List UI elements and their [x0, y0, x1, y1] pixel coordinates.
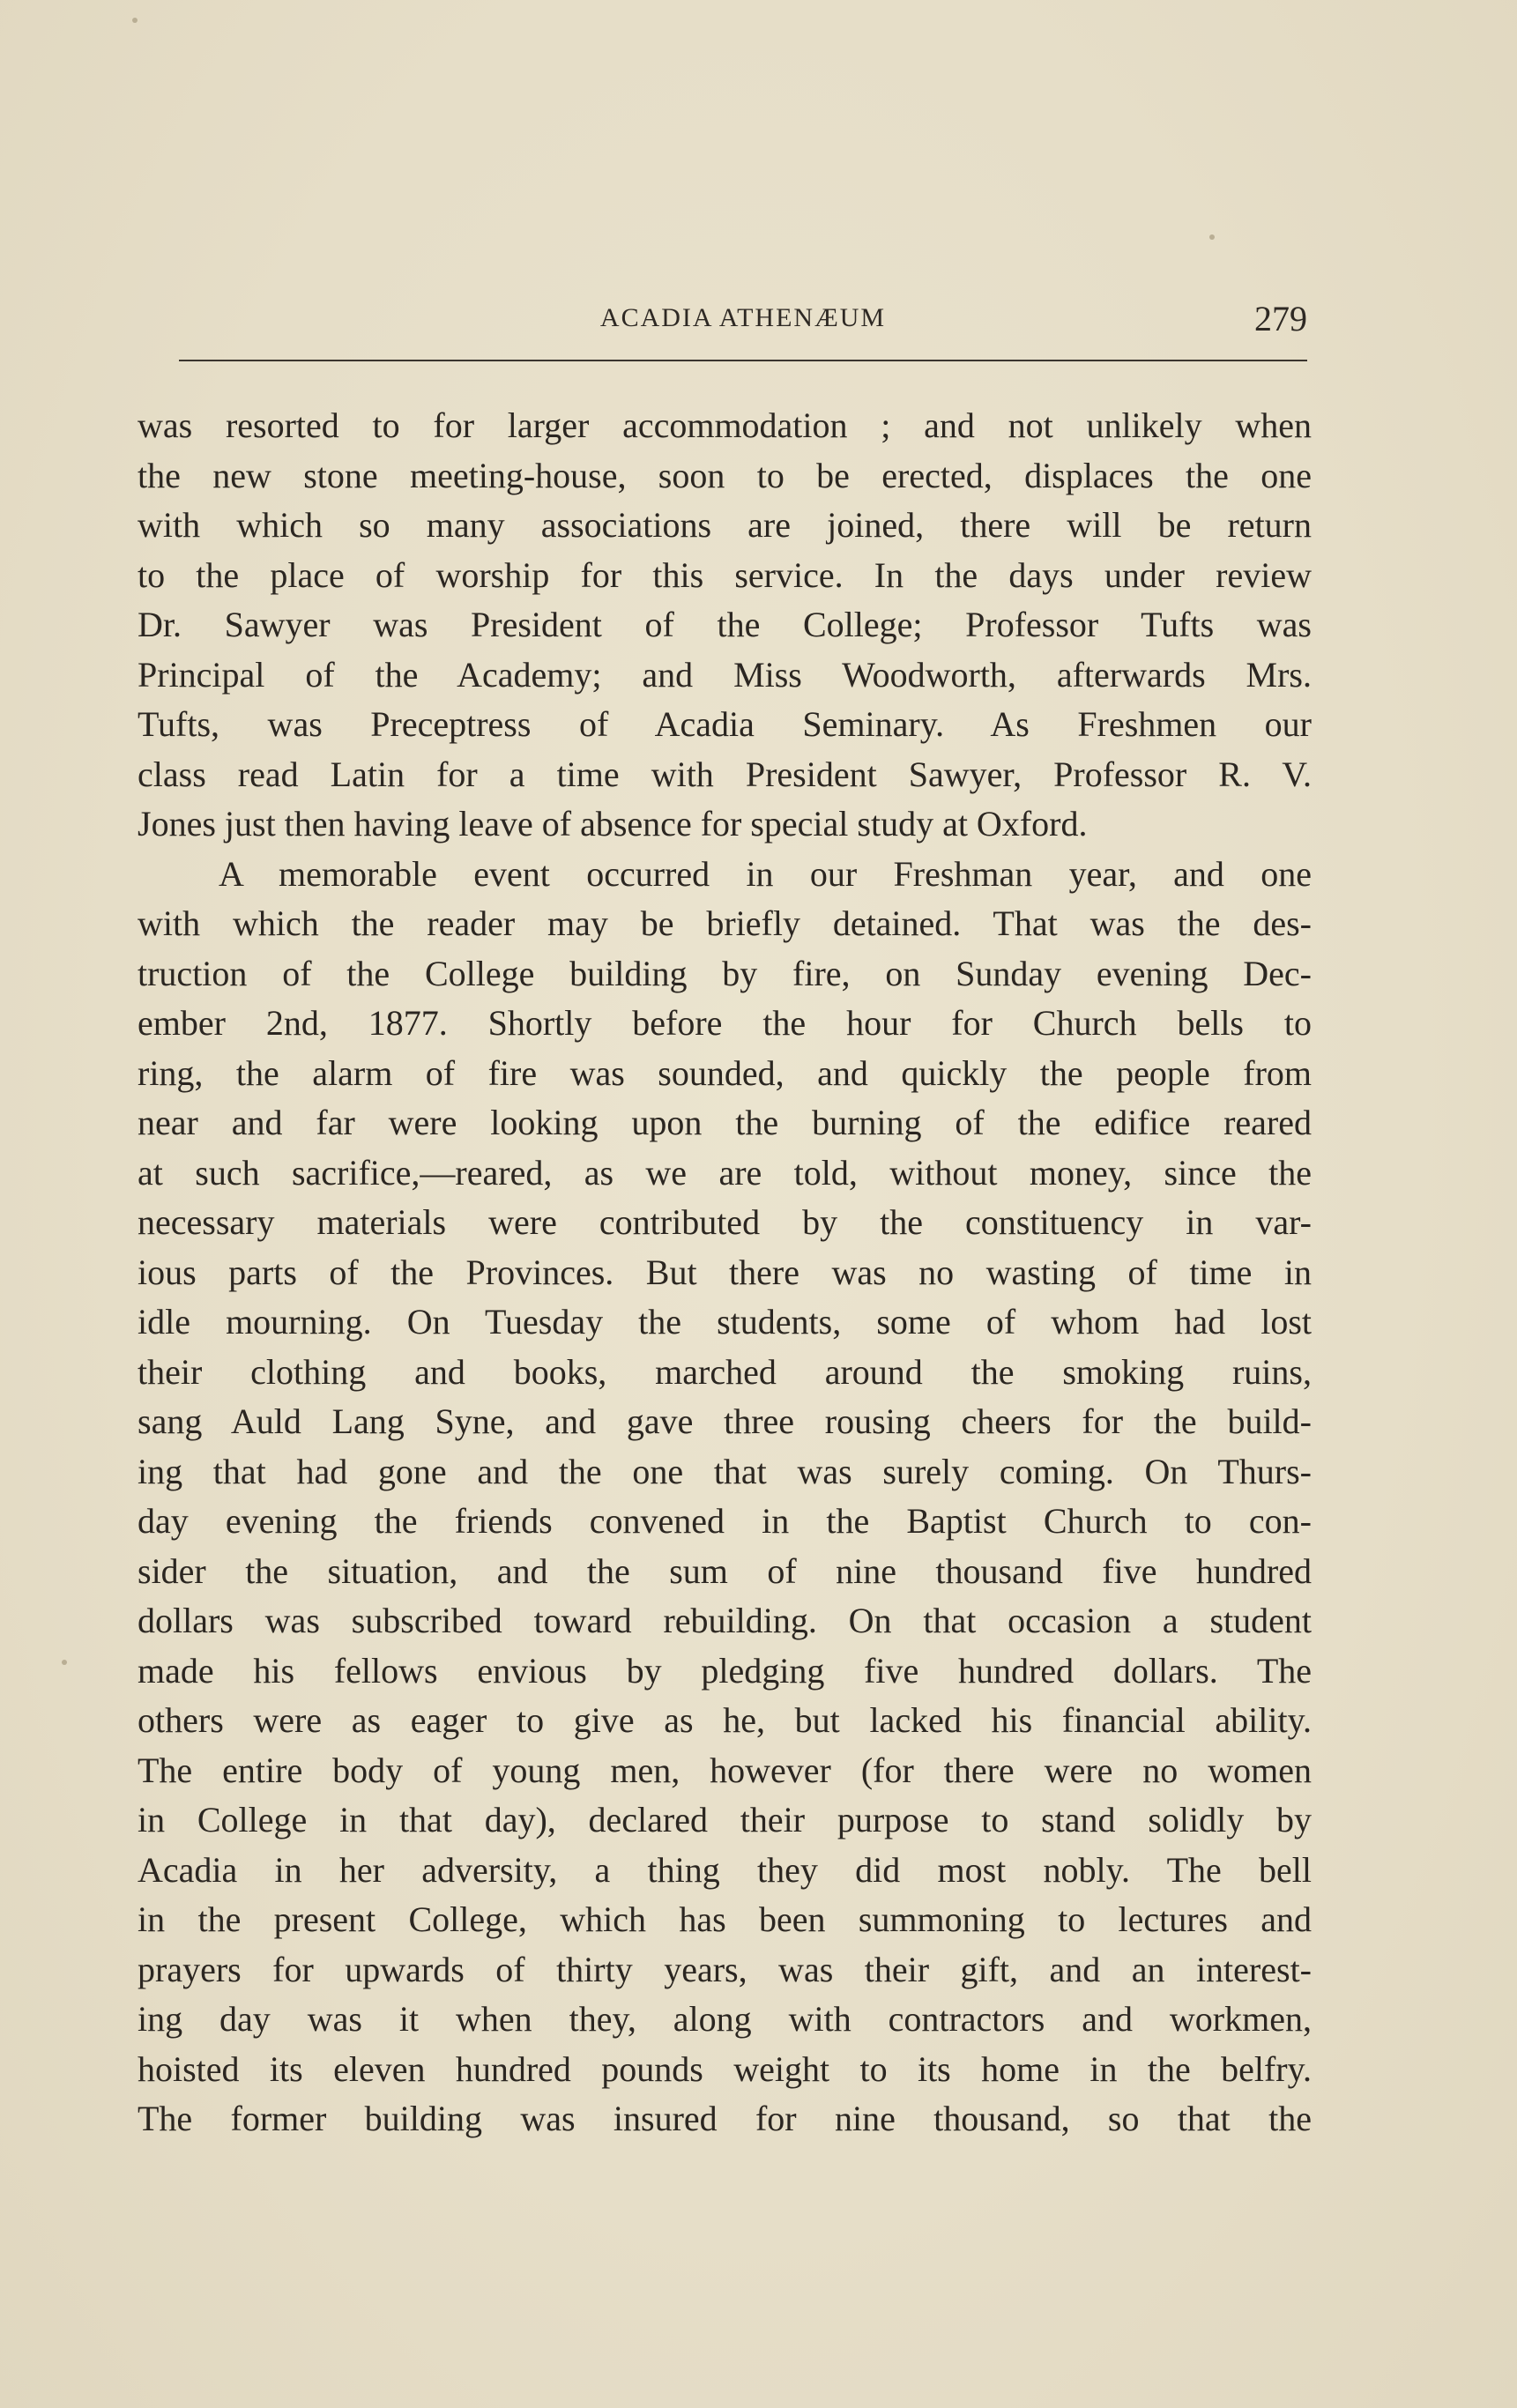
text-line: sang Auld Lang Syne, and gave three rousing cheers for the build-	[138, 1401, 1312, 1441]
header-rule	[179, 360, 1307, 361]
text-line: near and far were looking upon the burning of the edifice reared	[138, 1103, 1312, 1142]
running-head: ACADIA ATHENÆUM	[599, 303, 887, 332]
text-line: made his fellows envious by pledging five hundred dollars. The	[138, 1650, 1312, 1691]
text-line: Tufts, was Preceptress of Acadia Seminary. As Freshmen our	[138, 704, 1312, 744]
text-line: ember 2nd, 1877. Shortly before the hour for Church bells to	[138, 1003, 1312, 1043]
text-line: with which so many associations are joined, there will be return	[138, 505, 1312, 545]
text-line: was resorted to for larger accommodation ; and not unlikely when	[138, 405, 1312, 445]
text-line: sider the situation, and the sum of nine thousand five hundred	[138, 1550, 1312, 1591]
text-line: in College in that day), declared their purpose to stand solidly by	[138, 1800, 1312, 1839]
text-line: class read Latin for a time with President Sawyer, Professor R. V.	[138, 754, 1312, 794]
text-line: their clothing and books, marched around the smoking ruins,	[138, 1351, 1312, 1392]
text-line: at such sacrifice,—reared, as we are told, without money, since the	[138, 1152, 1312, 1193]
text-line: dollars was subscribed toward rebuilding. On that occasion a student	[138, 1601, 1312, 1640]
text-line: others were as eager to give as he, but lacked his financial ability.	[138, 1700, 1312, 1740]
text-line: Jones just then having leave of absence for special study at Oxford.	[138, 804, 1088, 844]
text-line: Principal of the Academy; and Miss Woodworth, afterwards Mrs.	[138, 654, 1312, 695]
paper-speck	[132, 18, 138, 23]
text-line: A memorable event occurred in our Freshman year, and one	[219, 853, 1312, 894]
text-line: Dr. Sawyer was President of the College; Professor Tufts was	[138, 605, 1312, 644]
text-line: ing that had gone and the one that was surely coming. On Thurs-	[138, 1451, 1312, 1491]
text-line: truction of the College building by fire, on Sunday evening Dec-	[138, 953, 1312, 993]
text-line: the new stone meeting-house, soon to be erected, displaces the one	[138, 455, 1312, 495]
paper-speck	[62, 1660, 67, 1665]
body-text	[138, 401, 1312, 2144]
text-line: ring, the alarm of fire was sounded, and quickly the people from	[138, 1052, 1312, 1093]
text-line: prayers for upwards of thirty years, was their gift, and an interest-	[138, 1949, 1312, 1989]
text-line: ious parts of the Provinces. But there was no wasting of time in	[138, 1252, 1312, 1292]
text-line: in the present College, which has been summoning to lectures and	[138, 1899, 1312, 1939]
page-number: 279	[1254, 299, 1307, 338]
text-line: The entire body of young men, however (for there were no women	[138, 1750, 1312, 1790]
text-line: hoisted its eleven hundred pounds weight to its home in the belfry.	[138, 2048, 1312, 2089]
text-line: ing day was it when they, along with contractors and workmen,	[138, 1999, 1312, 2039]
text-line: idle mourning. On Tuesday the students, some of whom had lost	[138, 1302, 1312, 1341]
paper-speck	[1209, 234, 1215, 240]
text-line: The former building was insured for nine thousand, so that the	[138, 2099, 1312, 2138]
page-header	[179, 298, 1307, 351]
text-line: to the place of worship for this service. In the days under review	[138, 554, 1312, 595]
text-line: day evening the friends convened in the Baptist Church to con-	[138, 1501, 1312, 1541]
text-line: with which the reader may be briefly detained. That was the des-	[138, 903, 1312, 943]
text-line: Acadia in her adversity, a thing they did most nobly. The bell	[138, 1849, 1312, 1890]
text-line: necessary materials were contributed by the constituency in var-	[138, 1202, 1312, 1242]
